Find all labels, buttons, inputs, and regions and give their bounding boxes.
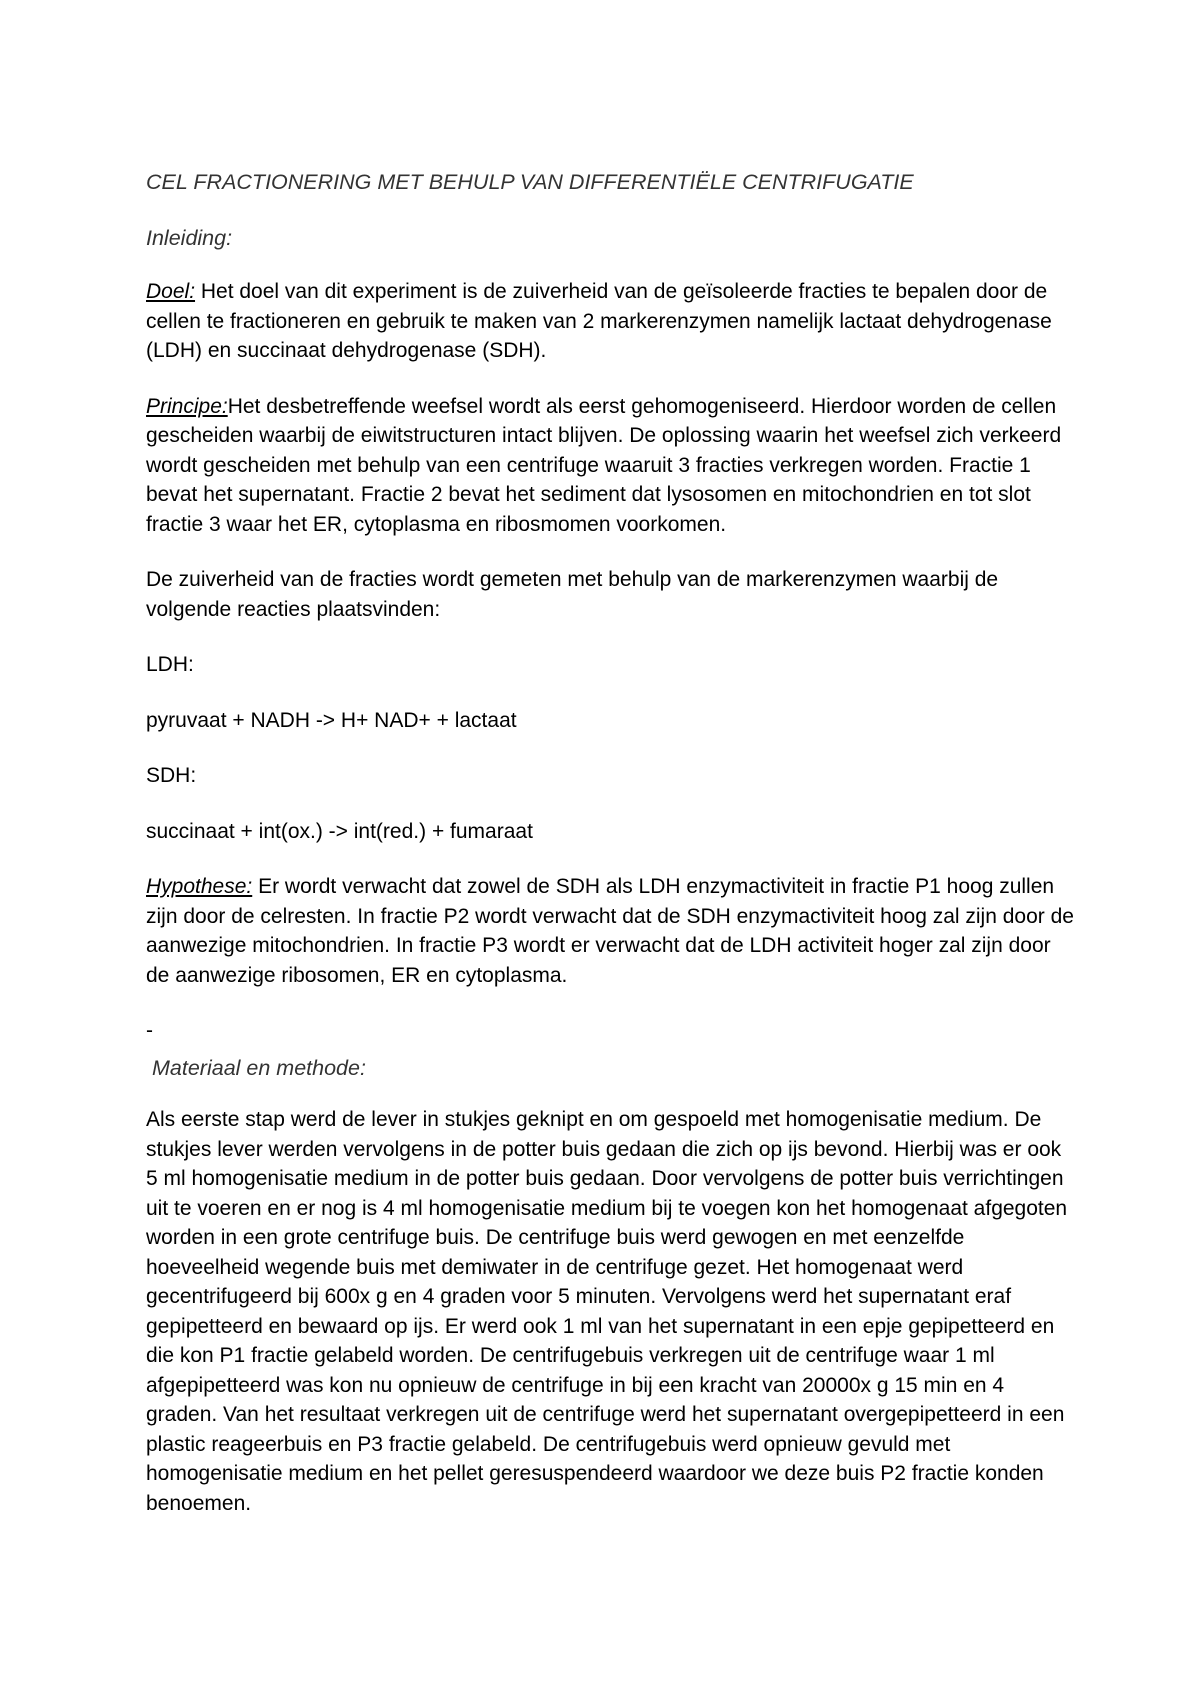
document-body <box>146 168 1076 1518</box>
doel-paragraph <box>146 277 1076 366</box>
doel-text: Het doel van dit experiment is de zuiverheid van de geïsoleerde fracties te bepalen door de cellen te fractioneren en gebruik te maken van 2 markerenzymen namelijk lactaat dehydrogenase (LDH) en succinaat dehydrogenase (SDH). <box>146 280 1052 362</box>
document-title: CEL FRACTIONERING MET BEHULP VAN DIFFERENTIËLE CENTRIFUGATIE <box>146 170 914 194</box>
methods-paragraph: Als eerste stap werd de lever in stukjes geknipt en om gespoeld met homogenisatie medium. De stukjes lever werden vervolgens in de potter buis gedaan die zich op ijs bevond. Hierbij was er ook 5 ml homogenisatie medium in de potter buis gedaan. Door vervolgens de potter buis verrichtingen uit te voeren en er nog is 4 ml homogenisatie medium bij te voegen kon het homogenaat afgegoten worden in een grote centrifuge buis. De centrifuge buis werd gewogen en met eenzelfde hoeveelheid wegende buis met demiwater in de centrifuge gezet. Het homogenaat werd gecentrifugeerd bij 600x g en 4 graden voor 5 minuten. Vervolgens werd het supernatant eraf gepipetteerd en bewaard op ijs. Er werd ook 1 ml van het supernatant in een epje gepipetteerd en die kon P1 fractie gelabeld worden. De centrifugebuis verkregen uit de centrifuge waar 1 ml afgepipetteerd was kon nu opnieuw de centrifuge in bij een kracht van 20000x g 15 min en 4 graden. Van het resultaat verkregen uit de centrifuge werd het supernatant overgepipetteerd in een plastic reageerbuis en P3 fractie gelabeld. De centrifugebuis werd opnieuw gevuld met homogenisatie medium en het pellet geresuspendeerd waardoor we deze buis P2 fractie konden benoemen. <box>146 1108 1068 1515</box>
hypothese-label: Hypothese: <box>146 875 253 898</box>
hypothese-paragraph <box>146 872 1076 990</box>
ldh-reaction: pyruvaat + NADH -> H+ NAD+ + lactaat <box>146 708 517 732</box>
list-bullet: - <box>146 1019 153 1042</box>
doel-label: Doel: <box>146 280 196 303</box>
hypothese-text: Er wordt verwacht dat zowel de SDH als LDH enzymactiviteit in fractie P1 hoog zullen zijn door de celresten. In fractie P2 wordt verwacht dat de SDH enzymactiviteit hoog zal zijn door de aanwezige mitochondrien. In fractie P3 wordt er verwacht dat de LDH activiteit hoger zal zijn door de aanwezige ribosomen, ER en cytoplasma. <box>146 875 1074 987</box>
principe-text: Het desbetreffende weefsel wordt als eerst gehomogeniseerd. Hierdoor worden de cellen gescheiden waarbij de eiwitstructuren intact blijven. De oplossing waarin het weefsel zich verkeerd wordt gescheiden met behulp van een centrifuge waaruit 3 fracties verkregen worden. Fractie 1 bevat het supernatant. Fractie 2 bevat het sediment dat lysosomen en mitochondrien en tot slot fractie 3 waar het ER, cytoplasma en ribosmomen voorkomen. <box>146 394 1062 536</box>
principe-label: Principe: <box>146 394 228 418</box>
sdh-reaction: succinaat + int(ox.) -> int(red.) + fumaraat <box>146 819 533 843</box>
methods-heading: Materiaal en methode: <box>152 1055 366 1080</box>
intro-heading: Inleiding: <box>146 225 233 250</box>
sdh-label: SDH: <box>146 764 197 787</box>
ldh-label: LDH: <box>146 653 194 676</box>
principe-paragraph <box>146 392 1076 540</box>
purity-paragraph: De zuiverheid van de fracties wordt gemeten met behulp van de markerenzymen waarbij de volgende reacties plaatsvinden: <box>146 568 999 621</box>
